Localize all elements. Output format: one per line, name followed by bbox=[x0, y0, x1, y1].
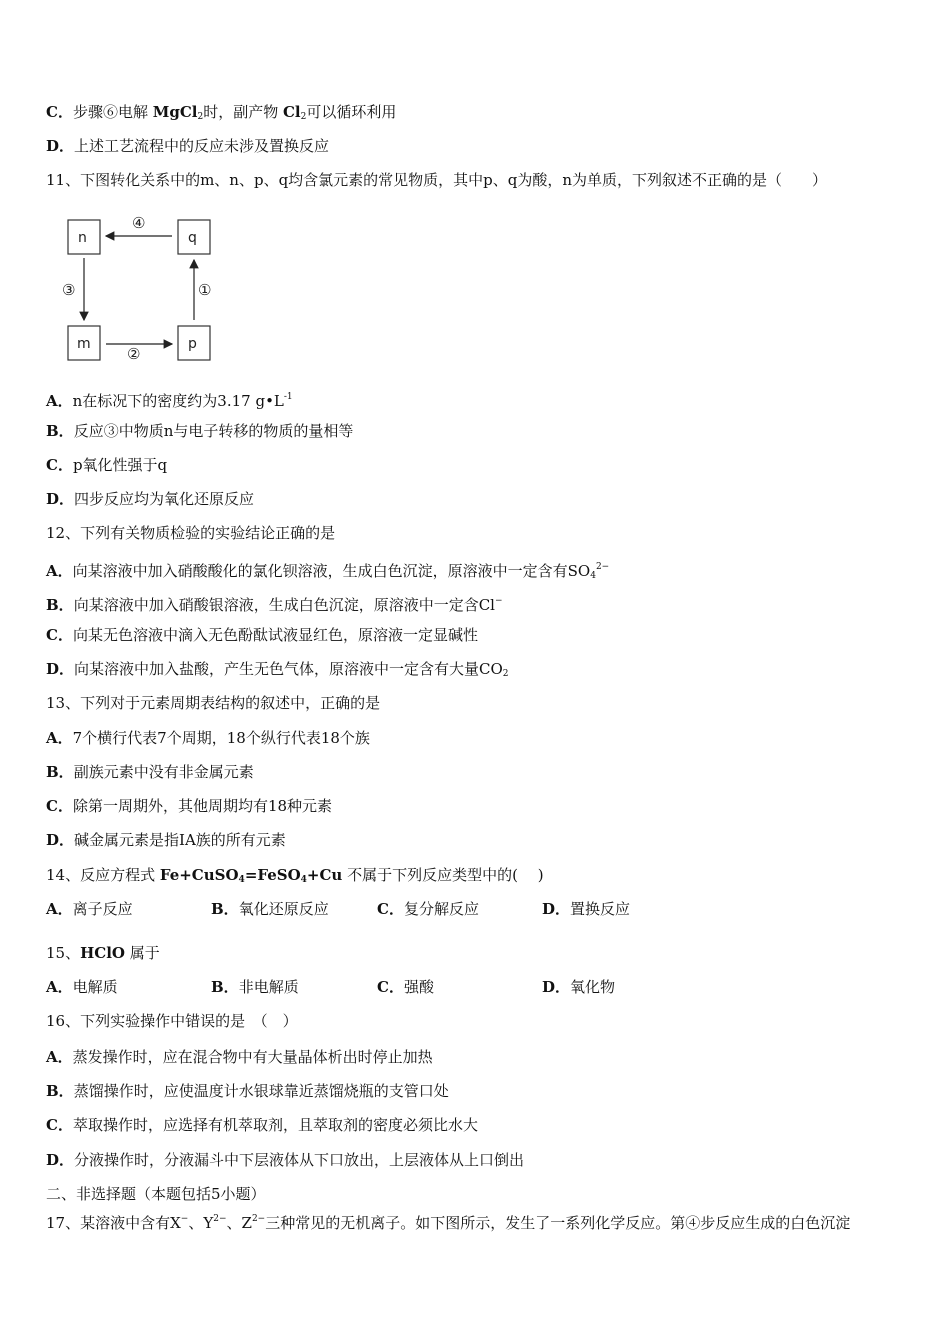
option-letter: D． bbox=[46, 660, 75, 678]
q15-option-b: B．非电解质 bbox=[211, 978, 299, 996]
q13-option-a: A．7个横行代表7个周期，18个纵行代表18个族 bbox=[46, 729, 370, 747]
q13-option-d: D．碱金属元素是指ⅠA族的所有元素 bbox=[46, 831, 286, 849]
option-letter: B． bbox=[46, 763, 74, 781]
option-letter: D． bbox=[46, 137, 75, 155]
option-letter: A． bbox=[46, 562, 73, 580]
step-1-label: ① bbox=[198, 281, 212, 299]
option-letter: D． bbox=[46, 1151, 75, 1169]
conversion-diagram bbox=[60, 208, 230, 368]
option-letter: C． bbox=[46, 456, 73, 474]
option-letter: D． bbox=[46, 490, 75, 508]
option-letter: C． bbox=[377, 978, 404, 996]
option-letter: C． bbox=[46, 626, 73, 644]
q14-option-d: D．置换反应 bbox=[542, 900, 631, 918]
q13-option-b: B．副族元素中没有非金属元素 bbox=[46, 763, 254, 781]
q15-option-d: D．氧化物 bbox=[542, 978, 616, 996]
q14-option-c: C．复分解反应 bbox=[377, 900, 479, 918]
q17-stem: 17、某溶液中含有X−、$Y^{2-}$、$Z^{2-}$三种常见的无机离子。如下图所示，发生了一系列化学反应。第④步反应生成的白色沉淀 bbox=[46, 1214, 851, 1232]
option-letter: C． bbox=[46, 103, 73, 121]
q15-option-c: C．强酸 bbox=[377, 978, 434, 996]
q16-option-d: D．分液操作时，分液漏斗中下层液体从下口放出，上层液体从上口倒出 bbox=[46, 1151, 525, 1169]
q12-option-b: B．向某溶液中加入硝酸银溶液，生成白色沉淀，原溶液中一定含Cl− bbox=[46, 596, 503, 614]
option-letter: D． bbox=[542, 978, 571, 996]
label-p: p bbox=[188, 336, 197, 352]
q15-option-a: A．电解质 bbox=[46, 978, 118, 996]
q11-option-a: A．n在标况下的密度约为3.17 $g•L^{-1}$ bbox=[46, 392, 293, 410]
q11-option-b: B．反应③中物质n与电子转移的物质的量相等 bbox=[46, 422, 354, 440]
q12-option-a: A．向某溶液中加入硝酸酸化的氯化钡溶液，生成白色沉淀，原溶液中一定含有$SO_4^{2-}$ bbox=[46, 562, 610, 581]
option-letter: A． bbox=[46, 1048, 73, 1066]
option-letter: D． bbox=[542, 900, 571, 918]
q12-stem: 12、下列有关物质检验的实验结论正确的是 bbox=[46, 524, 336, 542]
q10-option-d: D．上述工艺流程中的反应未涉及置换反应 bbox=[46, 137, 330, 155]
q16-option-c: C．萃取操作时，应选择有机萃取剂，且萃取剂的密度必须比水大 bbox=[46, 1116, 478, 1134]
q14-option-b: B．氧化还原反应 bbox=[211, 900, 329, 918]
q12-option-c: C．向某无色溶液中滴入无色酚酞试液显红色，原溶液一定显碱性 bbox=[46, 626, 478, 644]
label-q: q bbox=[188, 230, 197, 246]
label-m: m bbox=[77, 336, 91, 352]
q13-stem: 13、下列对于元素周期表结构的叙述中，正确的是 bbox=[46, 694, 381, 712]
option-letter: A． bbox=[46, 729, 73, 747]
step-3-label: ③ bbox=[62, 281, 76, 299]
option-letter: C． bbox=[377, 900, 404, 918]
q14-stem: 14、反应方程式 Fe+CuSO$_4$=FeSO$_4$+Cu 不属于下列反应类型中的( ) bbox=[46, 866, 544, 885]
q16-option-a: A．蒸发操作时，应在混合物中有大量晶体析出时停止加热 bbox=[46, 1048, 433, 1066]
option-letter: C． bbox=[46, 797, 73, 815]
option-letter: A． bbox=[46, 900, 73, 918]
option-letter: D． bbox=[46, 831, 75, 849]
q12-option-d: D．向某溶液中加入盐酸，产生无色气体，原溶液中一定含有大量$CO_2$ bbox=[46, 660, 509, 679]
section-heading: 二、非选择题（本题包括5小题） bbox=[46, 1185, 266, 1203]
option-letter: B． bbox=[211, 978, 239, 996]
option-letter: C． bbox=[46, 1116, 73, 1134]
q13-option-c: C．除第一周期外，其他周期均有18种元素 bbox=[46, 797, 333, 815]
q14-option-a: A．离子反应 bbox=[46, 900, 133, 918]
q16-stem: 16、下列实验操作中错误的是 （ ） bbox=[46, 1012, 298, 1030]
option-letter: B． bbox=[46, 422, 74, 440]
option-letter: B． bbox=[46, 596, 74, 614]
q16-option-b: B．蒸馏操作时，应使温度计水银球靠近蒸馏烧瓶的支管口处 bbox=[46, 1082, 449, 1100]
option-letter: A． bbox=[46, 978, 73, 996]
option-letter: B． bbox=[211, 900, 239, 918]
option-letter: A． bbox=[46, 392, 73, 410]
q11-option-d: D．四步反应均为氧化还原反应 bbox=[46, 490, 255, 508]
step-4-label: ④ bbox=[132, 214, 146, 232]
option-letter: B． bbox=[46, 1082, 74, 1100]
q15-stem: 15、HClO 属于 bbox=[46, 944, 160, 962]
q11-stem: 11、下图转化关系中的m、n、p、q均含氯元素的常见物质，其中p、q为酸，n为单质，下列叙述不正确的是（ ） bbox=[46, 171, 828, 189]
q11-option-c: C．p氧化性强于q bbox=[46, 456, 168, 474]
label-n: n bbox=[78, 230, 87, 246]
step-2-label: ② bbox=[127, 345, 141, 363]
q10-option-c: C．步骤⑥电解 MgCl$_2$时，副产物 $Cl_2$可以循环利用 bbox=[46, 103, 397, 122]
